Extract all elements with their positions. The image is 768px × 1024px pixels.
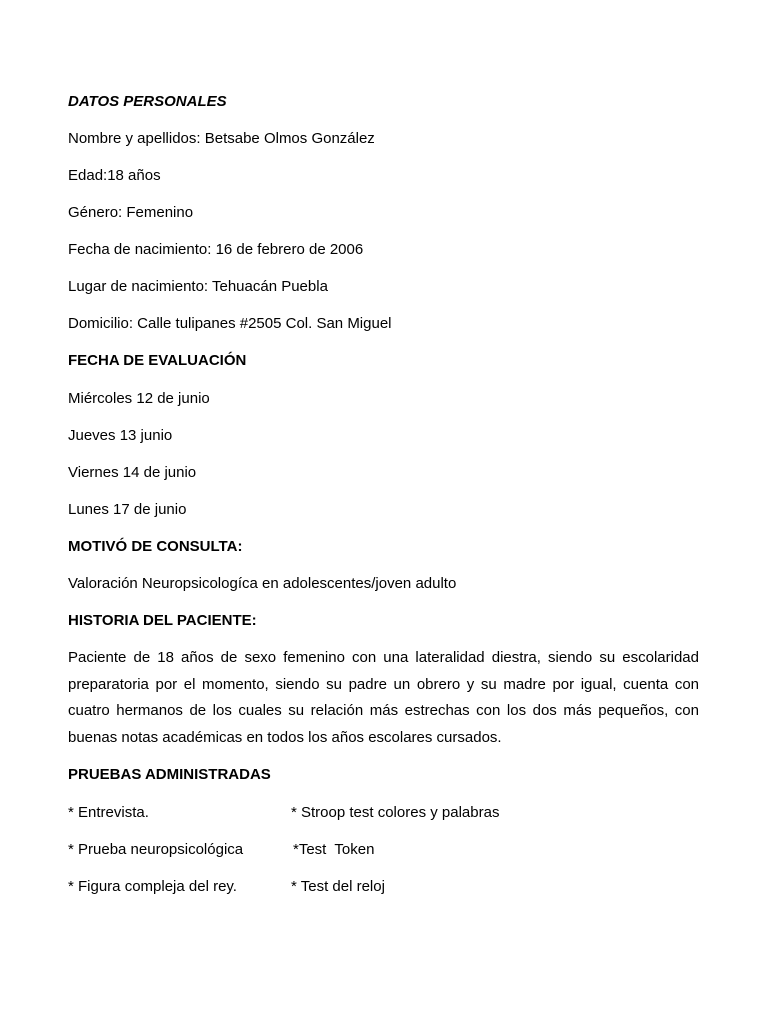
evaluation-date: Miércoles 12 de junio: [68, 390, 210, 407]
section-heading-historia: HISTORIA DEL PACIENTE:: [68, 612, 257, 629]
test-item: * Entrevista.: [68, 804, 149, 821]
section-heading-fecha-evaluacion: FECHA DE EVALUACIÓN: [68, 352, 247, 369]
field-fecha-nacimiento: Fecha de nacimiento: 16 de febrero de 2006: [68, 241, 364, 258]
test-item: * Test del reloj: [291, 878, 385, 895]
evaluation-date: Lunes 17 de junio: [68, 501, 187, 518]
test-item: * Figura compleja del rey.: [68, 878, 237, 895]
field-genero: Género: Femenino: [68, 204, 194, 221]
test-item: * Stroop test colores y palabras: [291, 804, 500, 821]
field-lugar-nacimiento: Lugar de nacimiento: Tehuacán Puebla: [68, 278, 328, 295]
motivo-text: Valoración Neuropsicologíca en adolescentes/joven adulto: [68, 575, 457, 592]
evaluation-date: Viernes 14 de junio: [68, 464, 197, 481]
test-item: * Prueba neuropsicológica: [68, 841, 244, 858]
field-domicilio: Domicilio: Calle tulipanes #2505 Col. San Miguel: [68, 315, 392, 332]
field-edad: Edad:18 años: [68, 167, 161, 184]
historia-paragraph: Paciente de 18 años de sexo femenino con una lateralidad diestra, siendo su escolaridad preparatoria por el momento, siendo su padre un obrero y su madre por igual, cuenta con cuatro hermanos de los cuales su relación más estrechas con los dos más pequeños, con buenas notas académicas en todos los años escolares cursados.: [68, 649, 699, 746]
evaluation-date: Jueves 13 junio: [68, 427, 173, 444]
field-nombre: Nombre y apellidos: Betsabe Olmos González: [68, 130, 375, 147]
section-heading-pruebas: PRUEBAS ADMINISTRADAS: [68, 766, 271, 783]
section-heading-motivo: MOTIVÓ DE CONSULTA:: [68, 538, 243, 555]
test-item: *Test Token: [293, 841, 375, 858]
section-heading-datos-personales: DATOS PERSONALES: [68, 93, 227, 110]
